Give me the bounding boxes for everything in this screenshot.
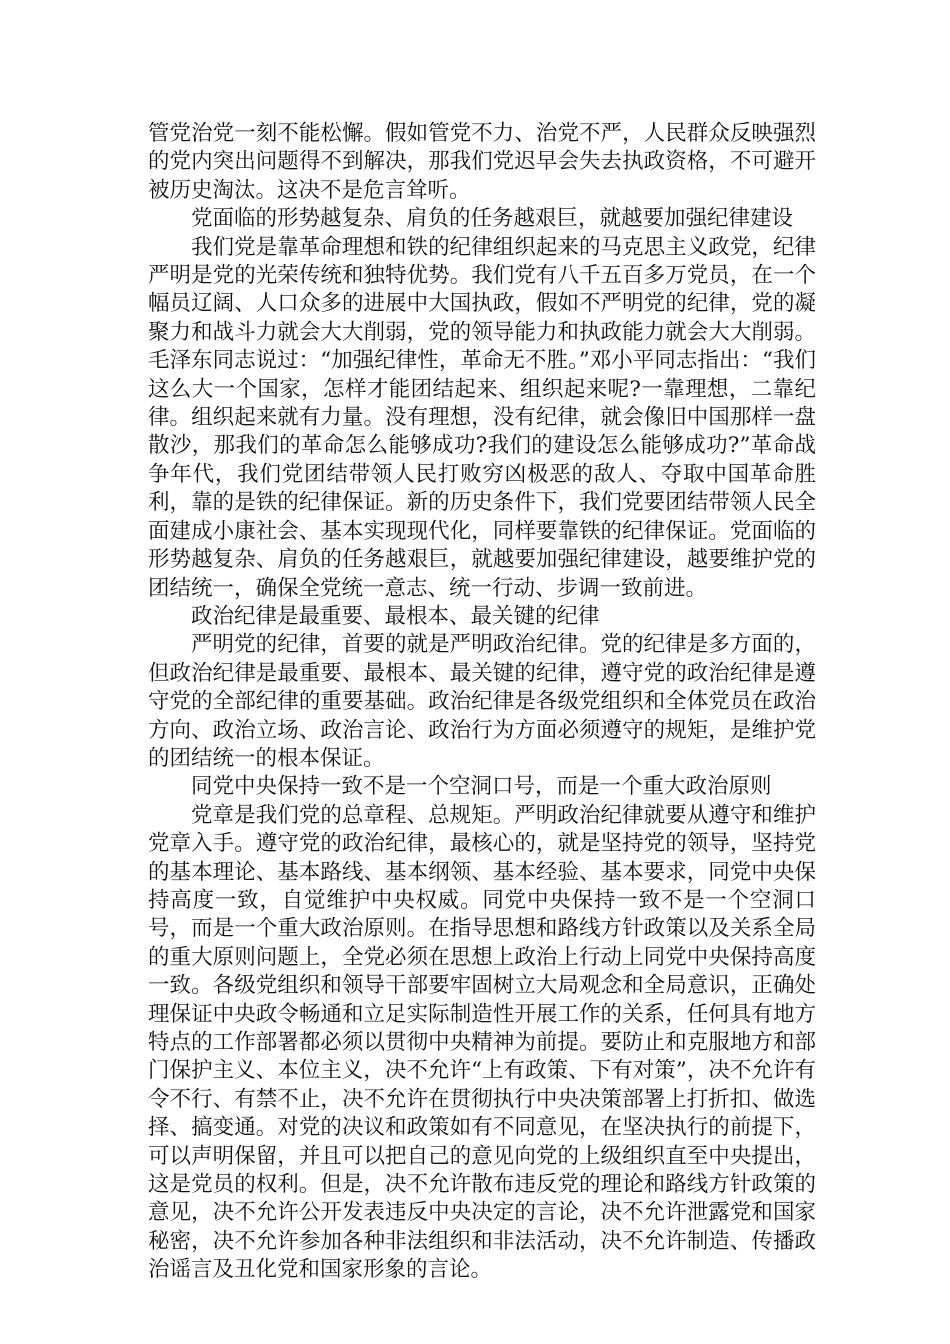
paragraph-discipline: 我们党是靠革命理想和铁的纪律组织起来的马克思主义政党，纪律严明是党的光荣传统和独特优势。我们党有八千五百多万党员，在一个幅员辽阔、人口众多的进展中大国执政，假如不严明党的纪律，党的凝聚力和战斗力就会大大削弱，党的领导能力和执政能力就会大大削弱。毛泽东同志说过：“加强纪律性，革命无不胜。”邓小平同志指出：“我们这么大一个国家，怎样才能团结起来、组织起来呢?一靠理想，二靠纪律。组织起来就有力量。没有理想，没有纪律，就会像旧中国那样一盘散沙，那我们的革命怎么能够成功?我们的建设怎么能够成功?”革命战争年代，我们党团结带领人民打败穷凶极恶的敌人、夺取中国革命胜利，靠的是铁的纪律保证。新的历史条件下，我们党要团结带领人民全面建成小康社会、基本实现现代化，同样要靠铁的纪律保证。党面临的形势越复杂、肩负的任务越艰巨，就越要加强纪律建设，越要维护党的团结统一，确保全党统一意志、统一行动、步调一致前进。	[148, 234, 816, 601]
section-heading-political-discipline: 政治纪律是最重要、最根本、最关键的纪律	[191, 603, 600, 629]
paragraph-party-constitution: 党章是我们党的总章程、总规矩。严明政治纪律就要从遵守和维护党章入手。遵守党的政治纪律，最核心的，就是坚持党的领导，坚持党的基本理论、基本路线、基本纲领、基本经验、基本要求，同党中央保持高度一致，自觉维护中央权威。同党中央保持一致不是一个空洞口号，而是一个重大政治原则。在指导思想和路线方针政策以及关系全局的重大原则问题上，全党必须在思想上政治上行动上同党中央保持高度一致。各级党组织和领导干部要牢固树立大局观念和全局意识，正确处理保证中央政令畅通和立足实际制造性开展工作的关系，任何具有地方特点的工作部署都必须以贯彻中央精神为前提。要防止和克服地方和部门保护主义、本位主义，决不允许“上有政策、下有对策”，决不允许有令不行、有禁不止，决不允许在贯彻执行中央决策部署上打折扣、做选择、搞变通。对党的决议和政策如有不同意见，在坚决执行的前提下，可以声明保留，并且可以把自己的意见向党的上级组织直至中央提出，这是党员的权利。但是，决不允许散布违反党的理论和路线方针政策的意见，决不允许公开发表违反中央决定的言论，决不允许泄露党和国家秘密，决不允许参加各种非法组织和非法活动，决不允许制造、传播政治谣言及丑化党和国家形象的言论。	[148, 802, 816, 1283]
section-heading-discipline: 党面临的形势越复杂、肩负的任务越艰巨，就越要加强纪律建设	[191, 206, 794, 232]
document-body	[148, 120, 816, 1285]
paragraph-intro: 管党治党一刻不能松懈。假如管党不力、治党不严，人民群众反映强烈的党内突出问题得不到解决，那我们党迟早会失去执政资格，不可避开被历史淘汰。这决不是危言耸听。	[148, 121, 816, 203]
section-heading-central-alignment: 同党中央保持一致不是一个空洞口号，而是一个重大政治原则	[191, 774, 772, 800]
paragraph-political-discipline: 严明党的纪律，首要的就是严明政治纪律。党的纪律是多方面的，但政治纪律是最重要、最根本、最关键的纪律，遵守党的政治纪律是遵守党的全部纪律的重要基础。政治纪律是各级党组织和全体党员在政治方向、政治立场、政治言论、政治行为方面必须遵守的规矩，是维护党的团结统一的根本保证。	[148, 632, 816, 771]
